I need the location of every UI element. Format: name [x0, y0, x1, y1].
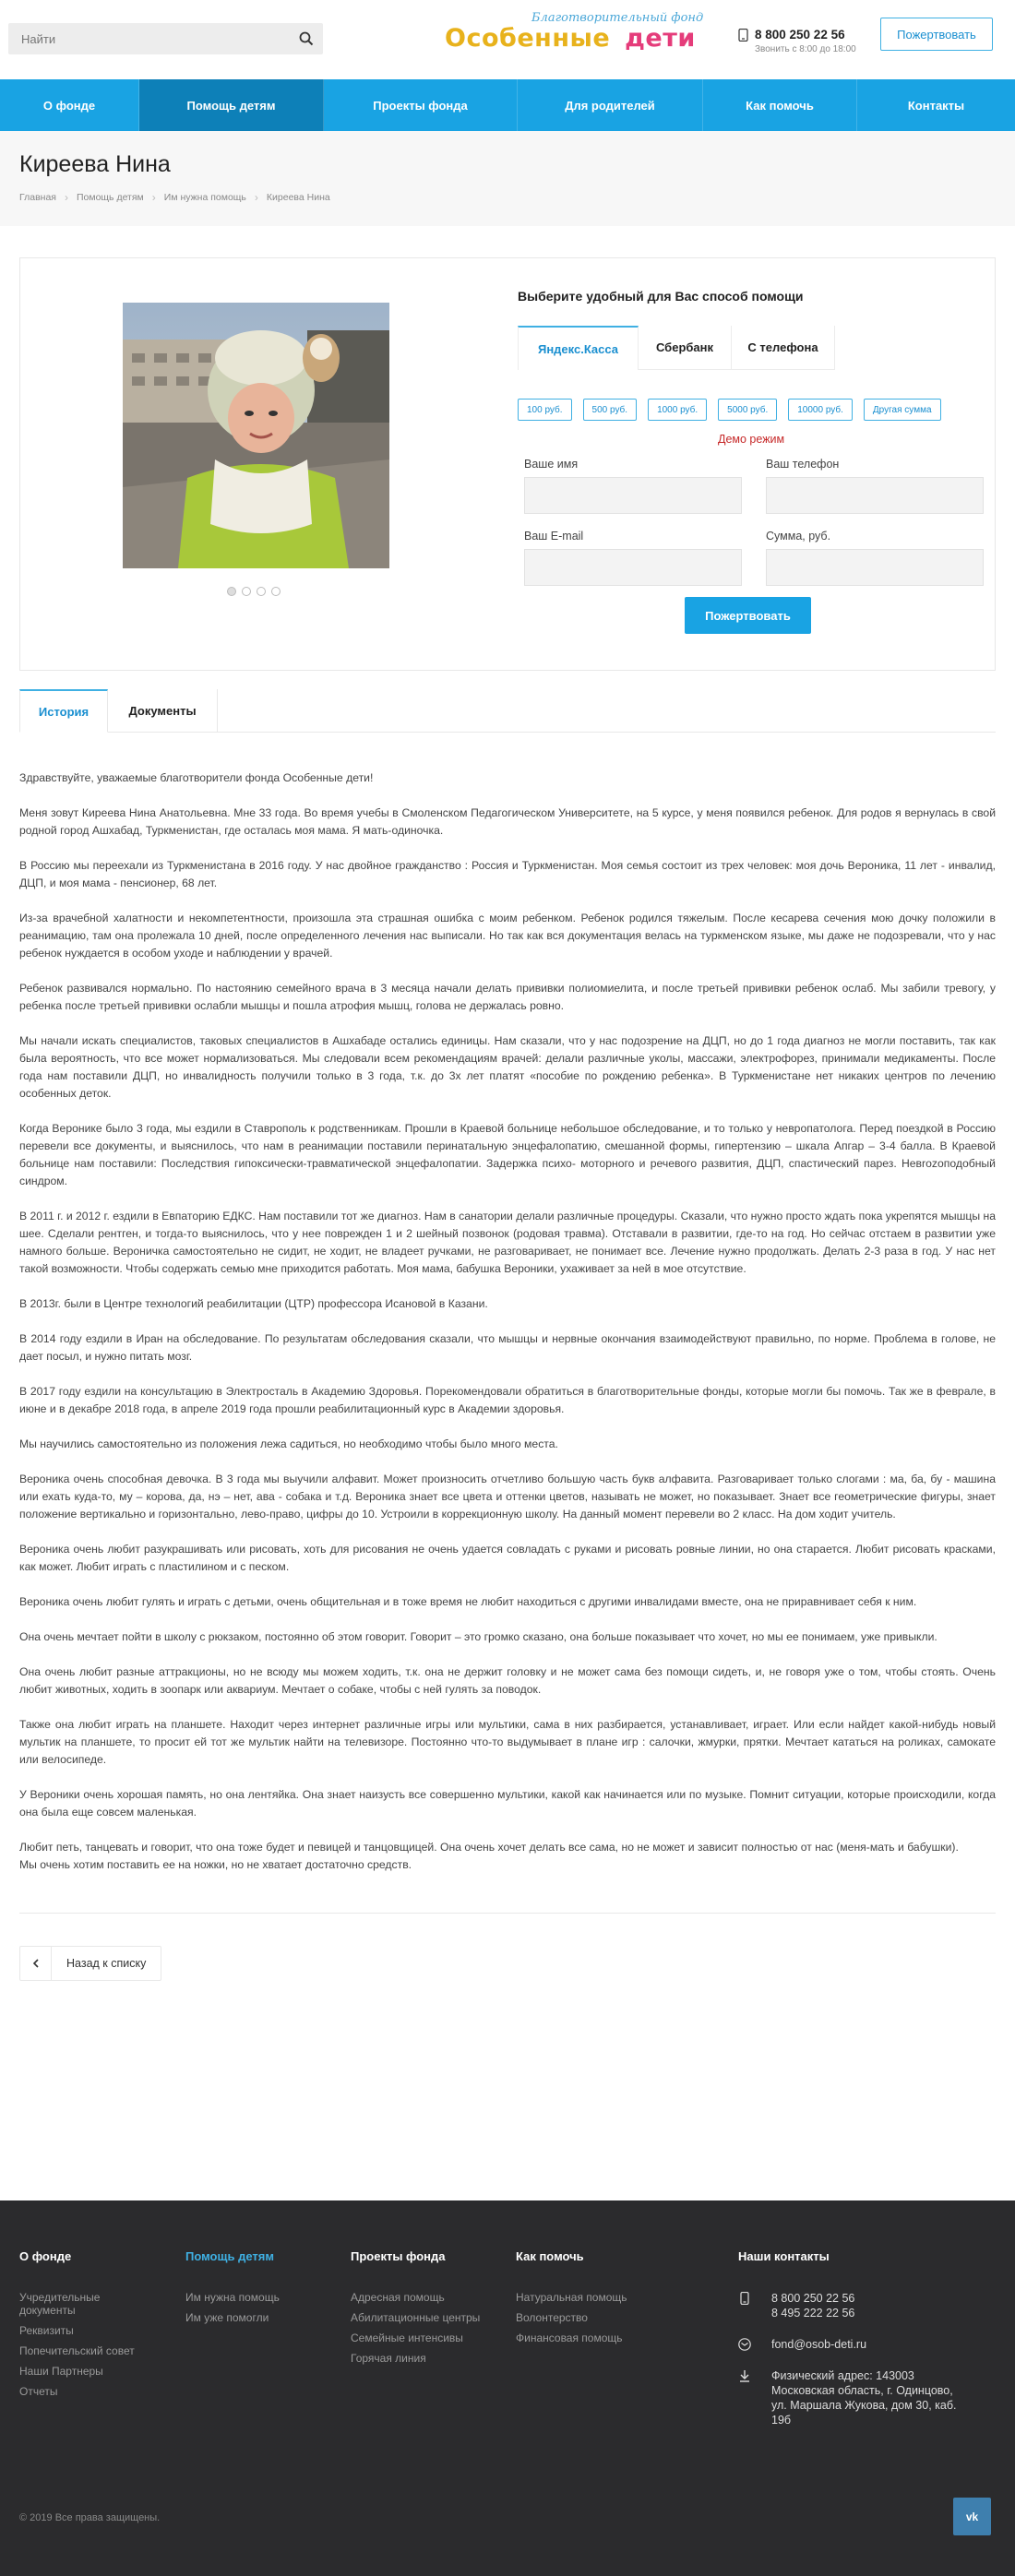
breadcrumb-current: Киреева Нина	[266, 192, 330, 203]
story-paragraph: Из-за врачебной халатности и некомпетентности, произошла эта страшная ошибка с моим ребенком. Ребенок родился тяжелым. После кесарева сечения мою дочку положили в реанимацию, там она пролежала 10 дней, после определенного лечения нас выписали. Но так как вся документация велась на туркменском языке, мы даже не подозревали, что у нас ребенок нуждается в особом уходе и наблюдении у врачей.	[19, 912, 996, 960]
footer-link[interactable]: Волонтерство	[516, 2311, 588, 2324]
header-donate-button[interactable]: Пожертвовать	[880, 18, 993, 51]
phone-input[interactable]	[767, 478, 983, 513]
story-paragraph: Меня зовут Киреева Нина Анатольевна. Мне 33 года. Во время учебы в Смоленском Педагогическом Университете, на 5 курсе, у меня появился ребенок. Для родов я вернулась в свой родной город Ашхабад, Туркменистан, где осталась моя мама. Я мать-одиночка.	[19, 806, 996, 837]
phone-label: Ваш телефон	[766, 458, 840, 471]
footer-link[interactable]: Адресная помощь	[351, 2291, 445, 2304]
amount-500-button[interactable]: 500 руб.	[583, 399, 638, 421]
search-icon[interactable]	[299, 31, 314, 46]
footer-link[interactable]: Наши Партнеры	[19, 2365, 103, 2378]
footer-link[interactable]: Учредительные документы	[19, 2291, 101, 2317]
story-paragraph: В 2013г. были в Центре технологий реабилитации (ЦТР) профессора Исановой в Казани.	[19, 1297, 488, 1310]
tab-sberbank[interactable]: Сбербанк	[639, 326, 732, 370]
breadcrumb-need-help[interactable]: Им нужна помощь	[163, 192, 246, 203]
chevron-left-icon	[20, 1947, 52, 1980]
nav-item-how-to-help[interactable]: Как помочь	[703, 79, 857, 131]
header-phone	[738, 28, 856, 54]
tab-documents[interactable]: Документы	[108, 689, 218, 733]
amount-10000-button[interactable]: 10000 руб.	[788, 399, 853, 421]
logo-tagline: Благотворительный фонд	[531, 11, 704, 25]
demo-mode-label: Демо режим	[718, 433, 785, 446]
nav-item-contacts[interactable]: Контакты	[907, 98, 965, 113]
site-header	[0, 0, 1015, 74]
footer-column-title: Проекты фонда	[351, 2249, 446, 2263]
nav-item-help-children[interactable]: Помощь детям	[139, 79, 324, 131]
amount-input[interactable]	[767, 550, 983, 585]
story-paragraph: В Россию мы переехали из Туркменистана в 2016 году. У нас двойное гражданство : Россия и Туркменистан. Моя семья состоит из трех человек: моя дочь Вероника, 11 лет - инвалид, ДЦП, и моя мама - пенсионер, 68 лет.	[19, 859, 996, 889]
footer-link[interactable]: Горячая линия	[351, 2352, 426, 2365]
mail-icon	[738, 2338, 751, 2351]
story-paragraph: Также она любит играть на планшете. Находит через интернет различные игры или мультики, сама в них разбирается, устанавливает, играет. Или если найдет какой-нибудь новый мультик на планшете, то просит ей тот же мультик найти на телевизоре. Постоянно что-то выдумывает в плане игр : салочки, жмурки, прятки. Мечтает кататься на роликах, самокате или велосипеде.	[19, 1718, 996, 1766]
child-photo[interactable]	[123, 303, 389, 568]
footer-link[interactable]: Реквизиты	[19, 2324, 74, 2337]
story-paragraph: Вероника очень любит гулять и играть с детьми, очень общительная и в тоже время не любит находиться с другими инвалидами вместе, она не приравнивает себя к ним.	[19, 1595, 917, 1608]
story-paragraph: Мы научились самостоятельно из положения лежа садиться, но необходимо чтобы было много места.	[19, 1437, 558, 1450]
footer-link[interactable]: Им уже помогли	[185, 2311, 269, 2324]
phone-field-box	[766, 477, 984, 514]
amount-label: Сумма, руб.	[766, 530, 831, 543]
nav-item-parents[interactable]: Для родителей	[518, 79, 703, 131]
divider	[19, 1913, 996, 1914]
footer-email-row	[738, 2337, 960, 2352]
email-input[interactable]	[525, 550, 741, 585]
phone-icon	[738, 29, 748, 42]
donate-submit-button[interactable]: Пожертвовать	[685, 597, 811, 634]
footer-phones	[738, 2291, 960, 2320]
footer-link[interactable]: Абилитационные центры	[351, 2311, 481, 2324]
phone-link[interactable]	[738, 28, 856, 42]
footer-link[interactable]: Отчеты	[19, 2385, 58, 2398]
footer-phone-2[interactable]: 8 495 222 22 56	[771, 2307, 855, 2320]
content-tabs	[19, 689, 996, 733]
amount-presets	[518, 399, 941, 421]
story-paragraph: Вероника очень способная девочка. В 3 года мы выучили алфавит. Может произносить отчетливо большую часть букв алфавита. Разговаривает только слогами : ма, ба, бу - машина или ехать куда-то, му – корова, да, нэ – нет, ава - собака и т.д. Вероника знает все цвета и оттенки цветов, называть не может, но показывает. Знает все геометрические фигуры, знает положение вертикально и горизонтально, лево-право, цифры до 10. Устроили в коррекционную школу. На данный момент перевели во 2 класс. На дом ходит учитель.	[19, 1473, 996, 1521]
story-paragraph: Мы начали искать специалистов, таковых специалистов в Ашхабаде остались единицы. Нам сказали, что у нас подозрение на ДЦП, но до 1 года диагноз не могли поставить, так как была вероятность, что все может нормализоваться. Мы следовали всем рекомендациям врачей: делали различные уколы, массажи, электрофорез, принимали медикаменты. После года нам поставили ДЦП, но инвалидность получили только в 3 года, т.к. до 3х лет платят «пособие по рождению ребенка». В Туркменистане нет никаких центров по лечению особенных деток.	[19, 1034, 996, 1100]
footer-contacts-title: Наши контакты	[738, 2249, 830, 2263]
location-icon	[738, 2369, 751, 2382]
site-footer	[0, 2200, 1015, 2576]
footer-link[interactable]: Попечительский совет	[19, 2344, 135, 2357]
tab-phone[interactable]: С телефона	[732, 326, 835, 370]
tab-yandex-kassa[interactable]: Яндекс.Касса	[518, 326, 639, 370]
footer-address-row	[738, 2368, 960, 2427]
copyright: © 2019 Все права защищены.	[19, 2512, 161, 2523]
name-label: Ваше имя	[524, 458, 579, 471]
phone-number: 8 800 250 22 56	[755, 28, 845, 42]
breadcrumb-separator: ›	[254, 191, 258, 204]
logo-title	[445, 24, 696, 53]
page-title: Киреева Нина	[19, 151, 171, 177]
logo[interactable]	[443, 11, 704, 63]
logo-word-1: Особенные	[445, 24, 611, 53]
story-paragraph: Она очень любит разные аттракционы, но не всюду мы можем ходить, т.к. она не держит головку и не может сама без помощи сидеть, и, не говоря уже о том, чтобы стоять. Очень любит животных, ходить в зоопарк или аквариум. Мечтает о собаке, чтобы с ней гулять за поводок.	[19, 1665, 996, 1696]
breadcrumb-home[interactable]: Главная	[19, 192, 56, 203]
story-paragraph: Ребенок развивался нормально. По настоянию семейного врача в 3 месяца начали делать прививки полиомиелита, и после третьей прививки ребенок ослаб. Мы забили тревогу, у ребенка после третьей прививки ослабли мышцы и пошла атрофия мышц, голова не держалась ровно.	[19, 982, 996, 1012]
footer-column-about	[19, 2249, 158, 2405]
story-paragraph: Вероника очень любит разукрашивать или рисовать, хоть для рисования не очень удается совладать с руками и рисовать ровные линии, но она старается. Любит рисовать красками, как может. Любит играть с пластилином и с песком.	[19, 1543, 996, 1573]
logo-word-2: дети	[625, 24, 696, 53]
page-header	[0, 131, 1015, 226]
story-paragraph: Когда Веронике было 3 года, мы ездили в Ставрополь к родственникам. Прошли в Краевой больнице небольшое обследование, и то только у невропатолога. Перед поездкой в Россию перевели все документы, и выяснилось, что нам в реанимации поставили перинатальную энцефалопатию, смешанной формы, гипертензию – шкала Апгар – 3-4 балла. В Краевой больнице нам поставили: Последствия гипоксически-травматической энцефалопатии. Задержка психо- моторного и речевого развития, ДЦП, спастический парез. Невrozоподобный синдром.	[19, 1122, 996, 1187]
amount-field-box	[766, 549, 984, 586]
story-paragraph: Любит петь, танцевать и говорит, что она тоже будет и певицей и танцовщицей. Она очень хочет делать все сама, но не может и зависит полностью от нас (меня-мать и бабушки). Мы очень хотим поставить ее на ножки, но не хватает достаточно средств.	[19, 1841, 959, 1871]
footer-column-title: Помощь детям	[185, 2249, 274, 2263]
footer-address: Физический адрес: 143003 Московская область, г. Одинцово, ул. Маршала Жукова, дом 30, каб. 19б	[771, 2369, 957, 2427]
nav-item-projects[interactable]: Проекты фонда	[324, 79, 518, 131]
footer-column-how-to-help	[516, 2249, 673, 2352]
breadcrumb	[19, 191, 996, 204]
breadcrumb-help[interactable]: Помощь детям	[76, 192, 144, 203]
payment-tabs	[518, 326, 835, 370]
phone-icon	[738, 2292, 751, 2305]
slider-dot[interactable]	[227, 587, 236, 596]
footer-email[interactable]: fond@osob-deti.ru	[771, 2338, 867, 2351]
story-paragraph: В 2017 году ездили на консультацию в Электросталь в Академию Здоровья. Порекомендовали обратиться в благотворительные фонды, которые могли бы помочь. Так же в феврале, в июне и в декабре 2018 года, в апреле 2019 года прошли реабилитационный курс в Академии здоровья.	[19, 1385, 996, 1415]
story-paragraph: В 2011 г. и 2012 г. ездили в Евпаторию ЕДКС. Нам поставили тот же диагноз. Нам в санатории делали различные процедуры. Сказали, что нужно просто ждать пока укрепятся мышцы на шее. Сделали рентген, и тогда-то выяснилось, что у нее поврежден 1 и 2 шейный позвонок (родовая травма). Отставали в развитии, где-то на год. Но сейчас отстаем в развитии уже намного больше. Вероничка самостоятельно не сидит, не ходит, не владеет ручками, не разговаривает, не понимает все. Лечение нужно продолжать. Делать 2-3 раза в год. У нас нет такой возможности. Чтобы содержать семью мне приходится работать. Моя мама, бабушка Вероники, ухаживает за ней в мое отсутствие.	[19, 1210, 996, 1275]
amount-other-button[interactable]: Другая сумма	[864, 399, 941, 421]
story-text	[19, 769, 996, 1874]
footer-column-title: О фонде	[19, 2249, 72, 2263]
footer-link[interactable]: Им нужна помощь	[185, 2291, 280, 2304]
footer-link[interactable]: Семейные интенсивы	[351, 2332, 463, 2344]
story-paragraph: У Вероники очень хорошая память, но она лентяйка. Она знает наизусть все совершенно мультики, какой как начинается или по музыке. Помнит ситуации, которые происходили, когда она была еще совсем маленькая.	[19, 1788, 996, 1819]
footer-contacts	[738, 2249, 960, 2440]
amount-1000-button[interactable]: 1000 руб.	[648, 399, 707, 421]
name-input[interactable]	[525, 478, 741, 513]
phone-hours: Звонить с 8:00 до 18:00	[755, 44, 856, 54]
slider-dot[interactable]	[242, 587, 251, 596]
nav-item-about[interactable]: О фонде	[0, 79, 139, 131]
story-paragraph: Она очень мечтает пойти в школу с рюкзаком, постоянно об этом говорит. Говорит – это громко сказано, она больше показывает что хочет, но мы ее понимаем, уже привыкли.	[19, 1630, 937, 1643]
main-nav	[0, 79, 1015, 131]
slider-dot[interactable]	[257, 587, 266, 596]
search-box	[8, 23, 323, 54]
story-paragraph: В 2014 году ездили в Иран на обследование. По результатам обследования сказали, что мышцы и нервные окончания взаимодействуют правильно, по норме. Проблема в голове, не дает посыл, и нужно питать мозг.	[19, 1332, 996, 1363]
donation-card	[19, 257, 996, 671]
amount-100-button[interactable]: 100 руб.	[518, 399, 572, 421]
footer-link[interactable]: Финансовая помощь	[516, 2332, 623, 2344]
email-field-box	[524, 549, 742, 586]
footer-column-projects	[351, 2249, 508, 2372]
tab-history[interactable]: История	[19, 689, 108, 733]
vk-social-button[interactable]: vk	[953, 2498, 991, 2535]
back-label: Назад к списку	[66, 1957, 147, 1970]
amount-5000-button[interactable]: 5000 руб.	[718, 399, 777, 421]
back-to-list-button[interactable]	[19, 1946, 161, 1981]
story-paragraph: Здравствуйте, уважаемые благотворители фонда Особенные дети!	[19, 771, 374, 784]
search-input[interactable]	[8, 23, 285, 54]
email-label: Ваш E-mail	[524, 530, 584, 543]
footer-link[interactable]: Натуральная помощь	[516, 2291, 627, 2304]
donation-heading: Выберите удобный для Вас способ помощи	[518, 289, 804, 304]
breadcrumb-separator: ›	[151, 191, 156, 204]
name-field-box	[524, 477, 742, 514]
slider-dots	[227, 587, 281, 596]
photo-illustration	[123, 303, 389, 568]
slider-dot[interactable]	[271, 587, 281, 596]
footer-phone-1[interactable]: 8 800 250 22 56	[771, 2292, 855, 2305]
breadcrumb-separator: ›	[64, 191, 68, 204]
footer-column-help	[185, 2249, 333, 2332]
footer-column-title: Как помочь	[516, 2249, 584, 2263]
